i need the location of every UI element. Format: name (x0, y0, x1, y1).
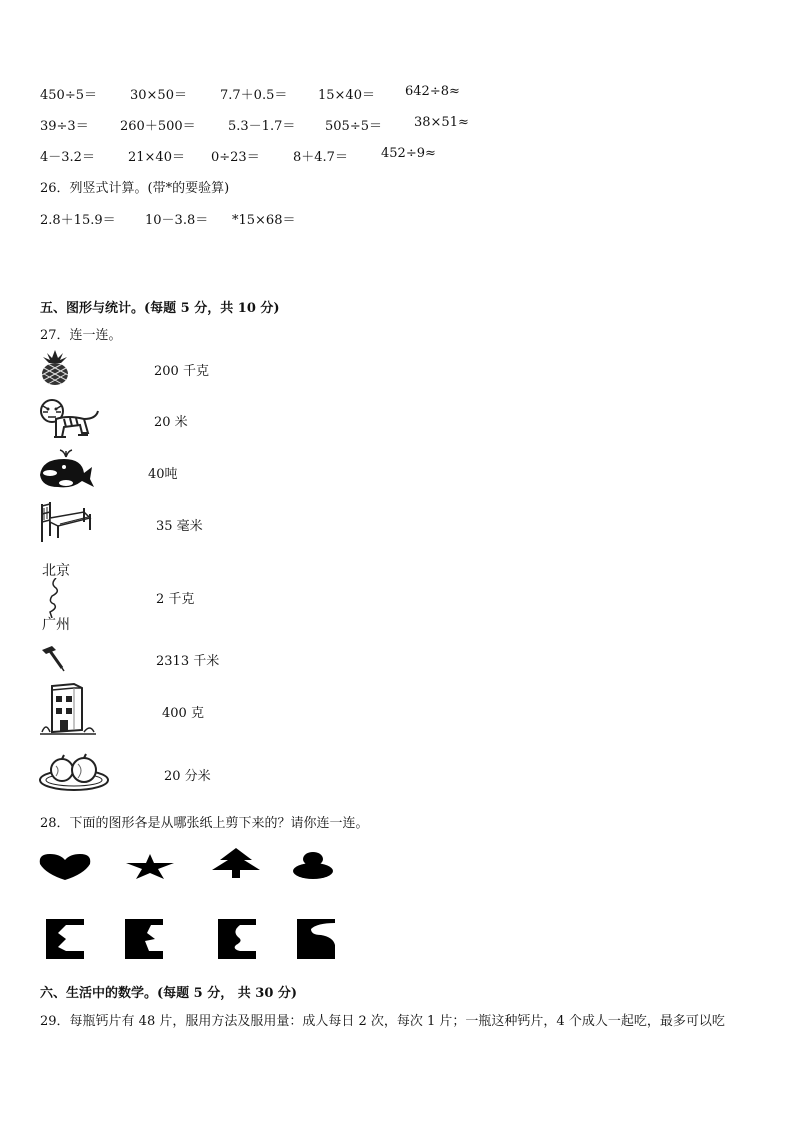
tiger-icon (38, 397, 102, 443)
calc-r2-c4: 505÷5＝ (325, 119, 382, 134)
pineapple-icon (38, 348, 72, 386)
q26-item-3: *15×68＝ (232, 213, 296, 228)
star-shape-icon[interactable] (124, 852, 176, 880)
calc-r2-c2: 260＋500＝ (120, 119, 196, 134)
paper-cut-heart-icon[interactable] (297, 919, 335, 959)
bed-icon (38, 500, 94, 544)
paper-cut-curve-icon[interactable] (218, 919, 256, 959)
q29-text: 29．每瓶钙片有 48 片，服用方法及服用量：成人每日 2 次，每次 1 片；一瓶这种钙片，4 个成人一起吃，最多可以吃 (40, 1014, 725, 1029)
building-icon (38, 682, 98, 738)
calc-r1-c2: 30×50＝ (130, 88, 187, 103)
q27-label-3[interactable]: 40吨 (148, 467, 178, 482)
q28-title: 28．下面的图形各是从哪张纸上剪下来的？请你连一连。 (40, 816, 369, 831)
q26-item-1: 2.8＋15.9＝ (40, 213, 116, 228)
paper-cut-zigzag-icon[interactable] (46, 919, 84, 959)
q27-label-6[interactable]: 2313 千米 (156, 654, 220, 669)
map-label-guangzhou: 广州 (42, 617, 70, 633)
calc-r3-c2: 21×40＝ (128, 150, 185, 165)
q27-label-8[interactable]: 20 分米 (164, 769, 211, 784)
calc-r3-c3: 0÷23＝ (211, 150, 260, 165)
q27-label-5[interactable]: 2 千克 (156, 592, 195, 607)
section6-title: 六、生活中的数学。(每题 5 分， 共 30 分) (40, 986, 298, 1001)
nail-icon (38, 644, 68, 672)
paper-cut-star-icon[interactable] (125, 919, 163, 959)
calc-r1-c5: 642÷8≈ (405, 84, 460, 99)
q26-title: 26．列竖式计算。(带*的要验算) (40, 181, 230, 196)
calc-r3-c5: 452÷9≈ (381, 146, 436, 161)
calc-r1-c3: 7.7＋0.5＝ (220, 88, 288, 103)
calc-r1-c4: 15×40＝ (318, 88, 375, 103)
map-route-icon (40, 560, 80, 632)
calc-r3-c1: 4－3.2＝ (40, 150, 95, 165)
q27-title: 27．连一连。 (40, 328, 122, 343)
q26-item-2: 10－3.8＝ (145, 213, 209, 228)
heart-shape-icon[interactable] (38, 852, 92, 882)
map-label-beijing: 北京 (42, 563, 70, 579)
whale-icon (36, 447, 98, 493)
calc-r2-c3: 5.3－1.7＝ (228, 119, 296, 134)
q27-label-4[interactable]: 35 毫米 (156, 519, 203, 534)
q27-label-1[interactable]: 200 千克 (154, 364, 209, 379)
tree-shape-icon[interactable] (208, 846, 264, 880)
calc-r2-c5: 38×51≈ (414, 115, 469, 130)
calc-r2-c1: 39÷3＝ (40, 119, 89, 134)
q27-label-7[interactable]: 400 克 (162, 706, 204, 721)
fruit-plate-icon (38, 752, 110, 792)
section5-title: 五、图形与统计。(每题 5 分，共 10 分) (40, 301, 280, 316)
calc-r1-c1: 450÷5＝ (40, 88, 97, 103)
q27-label-2[interactable]: 20 米 (154, 415, 188, 430)
gourd-shape-icon[interactable] (290, 850, 336, 880)
calc-r3-c4: 8＋4.7＝ (293, 150, 348, 165)
